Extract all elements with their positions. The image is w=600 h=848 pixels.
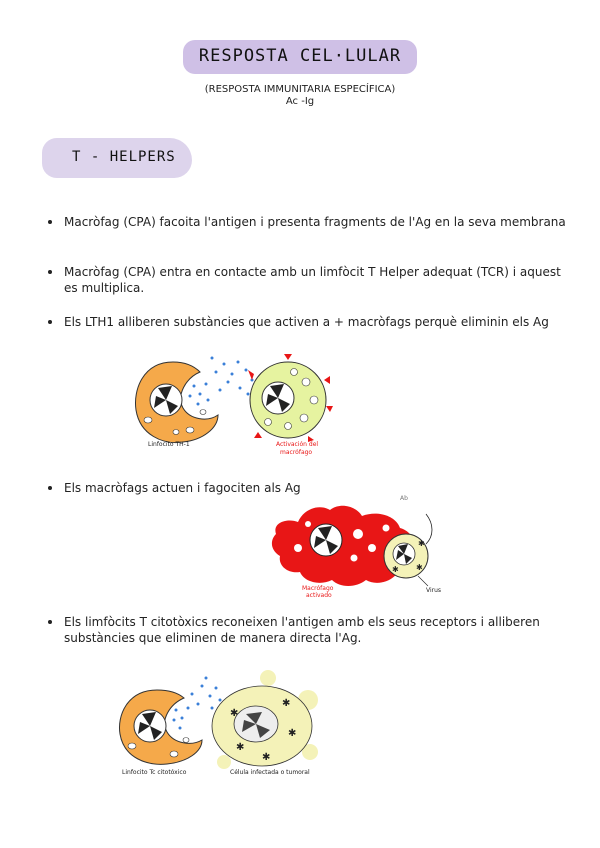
bullet-item-1	[48, 214, 568, 230]
bullet-item-5	[48, 614, 568, 646]
subtitle	[0, 84, 600, 108]
bullet-dot	[48, 620, 52, 624]
caption-activation-2: macrófago	[280, 449, 313, 456]
label-virus: Virus	[426, 587, 442, 594]
bullet-item-2	[48, 264, 568, 296]
svg-text:✱: ✱	[262, 752, 271, 763]
svg-text:✱: ✱	[288, 728, 297, 739]
figure-th1-macrophage-activation	[128, 350, 358, 460]
caption-macrophage-2: activado	[306, 592, 332, 599]
bullet-text: Els limfòcits T citotòxics reconeixen l'antigen amb els seus receptors i alliberen substàncies que eliminen de manera directa l'Ag.	[64, 615, 540, 645]
phagocytosed-virus-cell	[384, 534, 428, 578]
cytokine-dots	[189, 357, 254, 406]
caption-infected: Célula infectada o tumoral	[230, 769, 310, 776]
svg-text:✱: ✱	[416, 563, 423, 572]
bullet-text: Els macròfags actuen i fagociten als Ag	[64, 481, 301, 495]
lymphocyte-th1-cell	[135, 362, 218, 443]
svg-text:✱: ✱	[282, 698, 291, 709]
svg-text:✱: ✱	[236, 742, 245, 753]
pointer-line	[418, 576, 428, 586]
infected-tumor-cell	[212, 670, 318, 769]
bullet-text: Macròfag (CPA) facoita l'antigen i presenta fragments de l'Ag en la seva membrana	[64, 215, 566, 229]
bullet-dot	[48, 220, 52, 224]
bullet-text: Macròfag (CPA) entra en contacte amb un limfòcit T Helper adequat (TCR) i aquest es multiplica.	[64, 265, 561, 295]
caption-cytotoxic: Linfocito Tc citotóxico	[122, 769, 187, 776]
caption-macrophage-1: Macrófago	[302, 585, 334, 592]
bullet-item-3	[48, 314, 568, 330]
caption-th1: Linfocito TH-1	[148, 441, 190, 448]
cytotoxic-lymphocyte-cell	[119, 690, 202, 764]
svg-text:✱: ✱	[392, 565, 399, 574]
subtitle-line-2: Ac -Ig	[285, 96, 315, 107]
figure-cytotoxic-t-cell	[112, 670, 342, 780]
activated-macrophage-cell	[248, 354, 333, 442]
svg-text:✱: ✱	[418, 539, 425, 548]
bullet-dot	[48, 486, 52, 490]
bullet-text: Els LTH1 alliberen substàncies que activen a + macròfags perquè eliminin els Ag	[64, 315, 549, 329]
section-title: T - HELPERS	[72, 149, 176, 165]
page-title: RESPOSTA CEL·LULAR	[183, 40, 417, 74]
caption-activation-1: Activación del	[276, 441, 319, 448]
arrow-line	[426, 514, 432, 544]
bullet-dot	[48, 320, 52, 324]
title-container	[0, 40, 600, 74]
label-top: Ab	[400, 495, 408, 502]
svg-text:✱: ✱	[230, 708, 239, 719]
bullet-dot	[48, 270, 52, 274]
figure-macrophage-phagocytosis	[268, 494, 458, 604]
subtitle-line-1: (RESPOSTA IMMUNITARIA ESPECÍFICA)	[204, 84, 396, 95]
